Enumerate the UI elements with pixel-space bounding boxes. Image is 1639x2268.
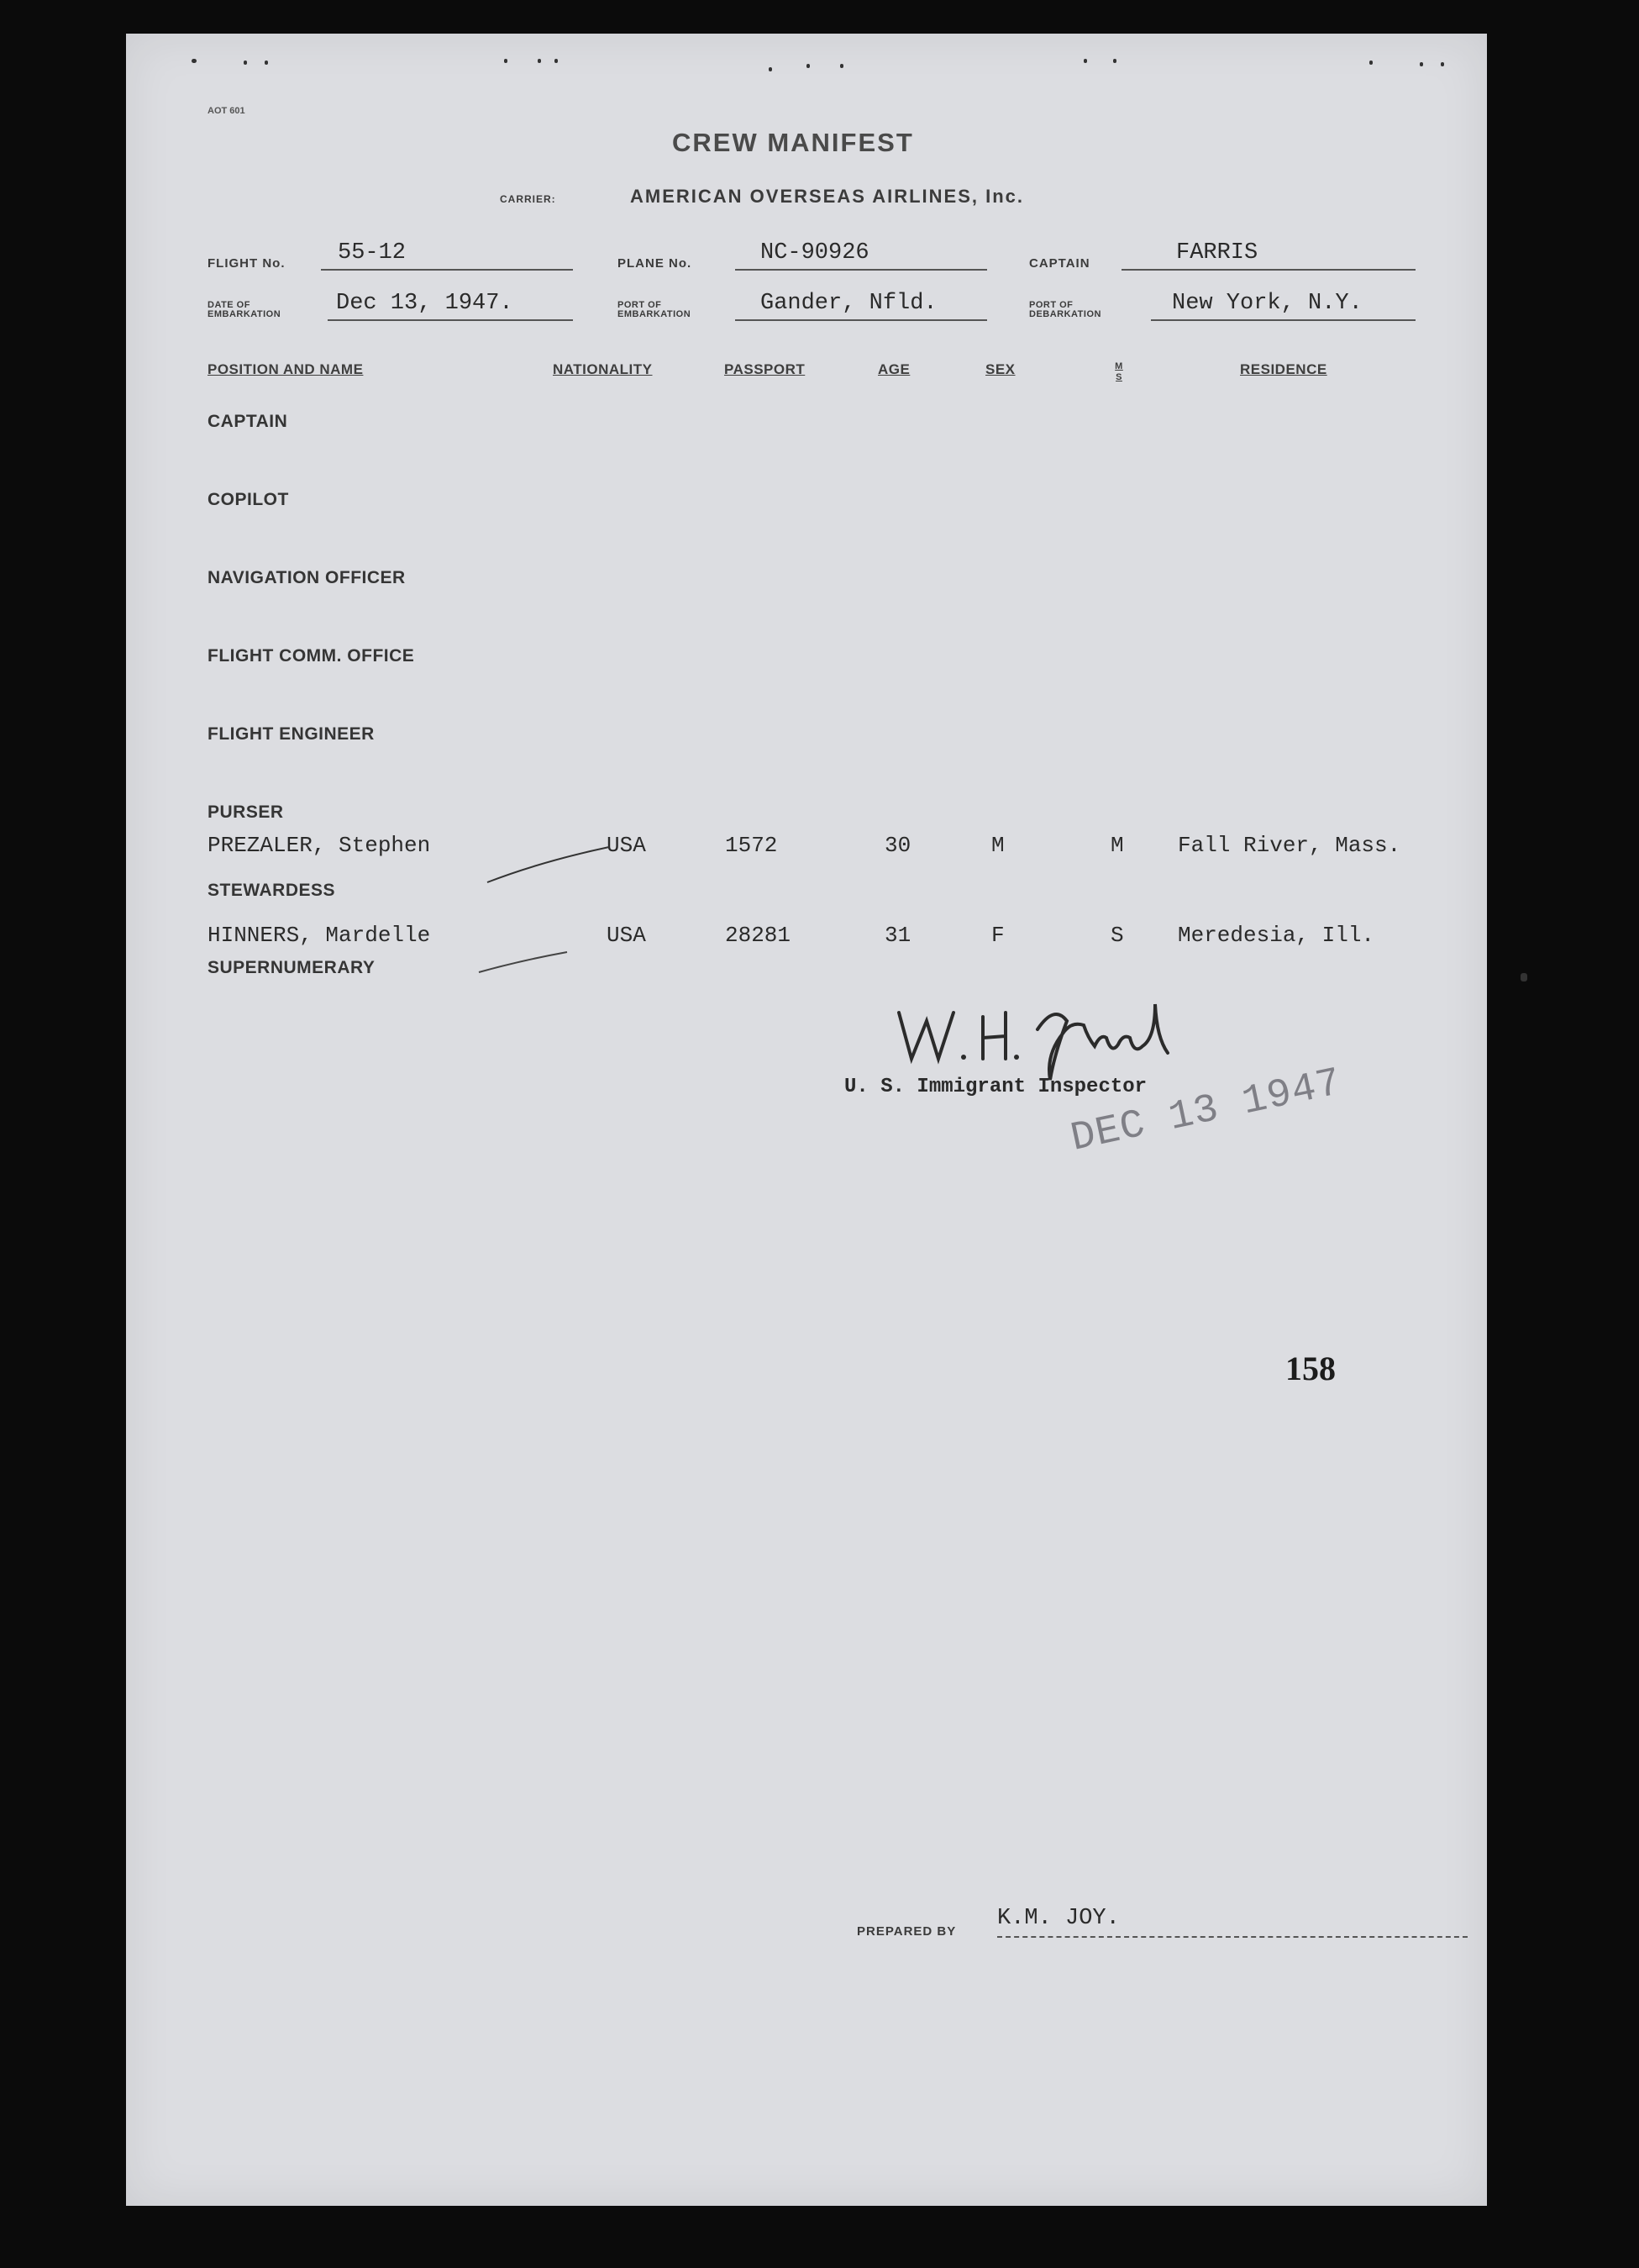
header-age: AGE [878, 361, 911, 377]
inspector-signature [886, 987, 1180, 1088]
punch-mark [1521, 973, 1527, 981]
flight-no-line [321, 240, 573, 271]
prepared-by-value: K.M. JOY. [997, 1906, 1120, 1931]
date-label [208, 301, 281, 319]
port-debarkation-value: New York, N.Y. [1172, 291, 1363, 316]
port-embarkation-line [735, 290, 987, 321]
role-captain: CAPTAIN [208, 412, 288, 431]
page-title: CREW MANIFEST [672, 128, 914, 157]
captain-label: CAPTAIN [1029, 256, 1090, 271]
header-sex: SEX [985, 361, 1016, 377]
port-deb-label-line2: DEBARKATION [1029, 309, 1101, 319]
port-debarkation-line [1151, 290, 1416, 321]
crew-residence: Meredesia, Ill. [1178, 923, 1375, 948]
date-label-line2: EMBARKATION [208, 309, 281, 319]
header-residence: RESIDENCE [1240, 361, 1327, 377]
punch-mark [244, 61, 247, 65]
port-embarkation-value: Gander, Nfld. [760, 291, 938, 316]
form-code: AOT 601 [208, 106, 245, 116]
date-stamp: DEC 13 1947 [1067, 1060, 1346, 1162]
port-embarkation-label [617, 301, 691, 319]
crew-marital-status: S [1111, 923, 1124, 948]
crew-marital-status: M [1111, 833, 1124, 858]
header-passport: PASSPORT [724, 361, 806, 377]
page-number: 158 [1285, 1350, 1336, 1387]
header-position: POSITION AND NAME [208, 361, 364, 377]
crew-nationality: USA [607, 923, 646, 948]
date-label-line1: DATE OF [208, 300, 250, 310]
header-nationality: NATIONALITY [553, 361, 653, 377]
punch-mark [192, 59, 197, 63]
prepared-by-line [997, 1904, 1468, 1938]
crew-residence: Fall River, Mass. [1178, 833, 1401, 858]
crew-sex: F [991, 923, 1005, 948]
punch-mark [1420, 62, 1423, 66]
date-line [328, 290, 573, 321]
role-stewardess: STEWARDESS [208, 881, 336, 900]
punch-mark [769, 67, 772, 71]
prepared-by-label: PREPARED BY [857, 1924, 957, 1939]
manifest-sheet [126, 34, 1487, 2206]
punch-mark [806, 64, 810, 68]
crew-passport: 28281 [725, 923, 791, 948]
punch-mark [538, 59, 541, 63]
plane-no-label: PLANE No. [617, 256, 692, 271]
flight-no-label: FLIGHT No. [208, 256, 286, 271]
check-mark [475, 945, 575, 979]
check-mark [483, 840, 617, 891]
punch-mark [1113, 59, 1116, 63]
port-emb-label-line1: PORT OF [617, 300, 662, 310]
carrier-label: CARRIER: [500, 193, 556, 205]
punch-mark [840, 64, 843, 68]
role-flight-comm-officer: FLIGHT COMM. OFFICE [208, 646, 415, 666]
flight-no-value: 55-12 [338, 240, 407, 266]
plane-no-line [735, 240, 987, 271]
crew-nationality: USA [607, 833, 646, 858]
role-supernumerary: SUPERNUMERARY [208, 958, 376, 977]
header-marital-status: M S [1115, 361, 1123, 382]
role-purser: PURSER [208, 802, 284, 822]
punch-mark [265, 61, 268, 65]
inspector-title: U. S. Immigrant Inspector [844, 1076, 1148, 1098]
crew-age: 30 [885, 833, 911, 858]
crew-age: 31 [885, 923, 911, 948]
crew-name: HINNERS, Mardelle [208, 923, 431, 948]
port-debarkation-label [1029, 301, 1101, 319]
plane-no-value: NC-90926 [760, 240, 869, 266]
crew-sex: M [991, 833, 1005, 858]
captain-value: FARRIS [1176, 240, 1258, 266]
punch-mark [1441, 62, 1444, 66]
port-deb-label-line1: PORT OF [1029, 300, 1074, 310]
role-copilot: COPILOT [208, 490, 289, 509]
captain-line [1122, 240, 1416, 271]
crew-name: PREZALER, Stephen [208, 833, 431, 858]
role-navigation-officer: NAVIGATION OFFICER [208, 568, 406, 587]
port-emb-label-line2: EMBARKATION [617, 309, 691, 319]
carrier-name: AMERICAN OVERSEAS AIRLINES, Inc. [630, 186, 1025, 207]
date-value: Dec 13, 1947. [336, 291, 513, 316]
crew-passport: 1572 [725, 833, 778, 858]
punch-mark [504, 59, 507, 63]
role-flight-engineer: FLIGHT ENGINEER [208, 724, 375, 744]
punch-mark [1369, 61, 1373, 65]
punch-mark [554, 59, 558, 63]
punch-mark [1084, 59, 1087, 63]
